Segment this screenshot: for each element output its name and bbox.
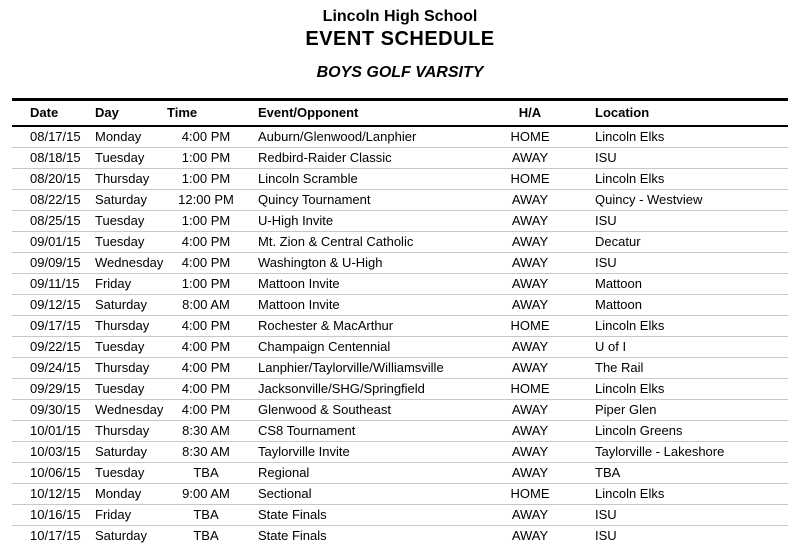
time-cell: 8:30 AM	[182, 444, 230, 459]
day-cell: Thursday	[95, 318, 150, 333]
home-away-cell: AWAY	[511, 360, 549, 375]
event-cell: Auburn/Glenwood/Lanphier	[258, 129, 417, 144]
location-cell: Mattoon	[595, 297, 642, 312]
location-cell: ISU	[595, 150, 617, 165]
event-cell: Mt. Zion & Central Catholic	[258, 234, 414, 249]
time-cell: 4:00 PM	[181, 255, 231, 270]
date-cell: 10/17/15	[30, 528, 81, 543]
time-cell: 4:00 PM	[181, 129, 231, 144]
time-cell: 4:00 PM	[181, 234, 231, 249]
location-cell: ISU	[595, 528, 617, 543]
time-cell: 12:00 PM	[178, 192, 234, 207]
time-cell: 4:00 PM	[181, 402, 231, 417]
table-row	[12, 232, 788, 253]
date-cell: 10/03/15	[30, 444, 81, 459]
day-cell: Saturday	[95, 444, 148, 459]
date-cell: 10/12/15	[30, 486, 81, 501]
home-away-cell: HOME	[510, 129, 550, 144]
home-away-cell: AWAY	[511, 255, 549, 270]
table-row	[12, 400, 788, 421]
page-title: EVENT SCHEDULE	[305, 28, 495, 50]
location-cell: ISU	[595, 507, 617, 522]
table-row	[12, 169, 788, 190]
date-cell: 09/17/15	[30, 318, 81, 333]
home-away-cell: AWAY	[511, 444, 549, 459]
event-cell: Regional	[258, 465, 310, 480]
day-cell: Wednesday	[95, 402, 164, 417]
date-cell: 08/25/15	[30, 213, 81, 228]
home-away-cell: AWAY	[511, 276, 549, 291]
day-cell: Wednesday	[95, 255, 164, 270]
day-cell: Saturday	[95, 297, 148, 312]
table-row	[12, 484, 788, 505]
table-row	[12, 526, 788, 546]
time-cell: TBA	[193, 507, 219, 522]
date-cell: 10/06/15	[30, 465, 81, 480]
table-row	[12, 358, 788, 379]
home-away-cell: AWAY	[511, 507, 549, 522]
time-cell: 4:00 PM	[181, 339, 231, 354]
column-header-location: Location	[595, 105, 650, 120]
table-row	[12, 126, 788, 148]
home-away-cell: HOME	[510, 486, 550, 501]
home-away-cell: AWAY	[511, 339, 549, 354]
table-row	[12, 421, 788, 442]
location-cell: The Rail	[595, 360, 644, 375]
date-cell: 10/16/15	[30, 507, 81, 522]
event-cell: Mattoon Invite	[258, 297, 340, 312]
table-header	[12, 100, 788, 127]
event-cell: Jacksonville/SHG/Springfield	[258, 381, 425, 396]
event-cell: State Finals	[258, 507, 327, 522]
time-cell: TBA	[193, 465, 219, 480]
event-cell: Taylorville Invite	[258, 444, 350, 459]
event-cell: Washington & U-High	[258, 255, 383, 270]
page-header	[0, 0, 800, 83]
home-away-cell: AWAY	[511, 213, 549, 228]
date-cell: 08/18/15	[30, 150, 81, 165]
location-cell: Lincoln Elks	[595, 171, 665, 186]
day-cell: Saturday	[95, 192, 148, 207]
date-cell: 09/12/15	[30, 297, 81, 312]
column-header-event-opponent: Event/Opponent	[258, 105, 359, 120]
event-cell: U-High Invite	[258, 213, 334, 228]
location-cell: Lincoln Elks	[595, 381, 665, 396]
time-cell: 1:00 PM	[181, 171, 231, 186]
home-away-cell: AWAY	[511, 465, 549, 480]
team-subtitle: BOYS GOLF VARSITY	[316, 64, 484, 81]
time-cell: 9:00 AM	[182, 486, 230, 501]
event-cell: State Finals	[258, 528, 327, 543]
event-cell: Mattoon Invite	[258, 276, 340, 291]
location-cell: Decatur	[595, 234, 641, 249]
date-cell: 09/11/15	[30, 276, 80, 291]
table-row	[12, 253, 788, 274]
home-away-cell: AWAY	[511, 402, 549, 417]
location-cell: Taylorville - Lakeshore	[595, 444, 725, 459]
table-row	[12, 337, 788, 358]
location-cell: Quincy - Westview	[595, 192, 703, 207]
time-cell: 8:30 AM	[182, 423, 230, 438]
date-cell: 09/29/15	[30, 381, 81, 396]
time-cell: 1:00 PM	[181, 150, 231, 165]
schedule-table	[12, 98, 788, 546]
time-cell: TBA	[193, 528, 219, 543]
date-cell: 09/22/15	[30, 339, 81, 354]
date-cell: 09/09/15	[30, 255, 81, 270]
date-cell: 08/20/15	[30, 171, 81, 186]
day-cell: Tuesday	[95, 150, 145, 165]
table-row	[12, 379, 788, 400]
event-cell: Lanphier/Taylorville/Williamsville	[258, 360, 444, 375]
event-cell: Rochester & MacArthur	[258, 318, 394, 333]
time-cell: 1:00 PM	[181, 276, 231, 291]
event-cell: Redbird-Raider Classic	[258, 150, 392, 165]
time-cell: 4:00 PM	[181, 381, 231, 396]
location-cell: ISU	[595, 213, 617, 228]
date-cell: 08/17/15	[30, 129, 81, 144]
home-away-cell: HOME	[510, 381, 550, 396]
schedule-body	[12, 126, 788, 546]
home-away-cell: AWAY	[511, 297, 549, 312]
table-row	[12, 148, 788, 169]
table-row	[12, 274, 788, 295]
day-cell: Monday	[95, 129, 142, 144]
home-away-cell: AWAY	[511, 423, 549, 438]
location-cell: Mattoon	[595, 276, 642, 291]
day-cell: Tuesday	[95, 234, 145, 249]
day-cell: Friday	[95, 507, 132, 522]
table-row	[12, 211, 788, 232]
location-cell: Piper Glen	[595, 402, 657, 417]
event-cell: Lincoln Scramble	[258, 171, 358, 186]
location-cell: TBA	[595, 465, 621, 480]
table-row	[12, 442, 788, 463]
table-row	[12, 295, 788, 316]
date-cell: 08/22/15	[30, 192, 81, 207]
date-cell: 10/01/15	[30, 423, 81, 438]
home-away-cell: HOME	[510, 171, 550, 186]
table-row	[12, 190, 788, 211]
event-cell: Sectional	[258, 486, 312, 501]
location-cell: Lincoln Elks	[595, 318, 665, 333]
day-cell: Tuesday	[95, 339, 145, 354]
home-away-cell: AWAY	[511, 192, 549, 207]
home-away-cell: AWAY	[511, 234, 549, 249]
column-header-home-away: H/A	[518, 105, 542, 120]
location-cell: Lincoln Greens	[595, 423, 683, 438]
day-cell: Tuesday	[95, 213, 145, 228]
location-cell: U of I	[595, 339, 627, 354]
home-away-cell: AWAY	[511, 528, 549, 543]
time-cell: 8:00 AM	[182, 297, 230, 312]
table-row	[12, 505, 788, 526]
time-cell: 4:00 PM	[181, 318, 231, 333]
day-cell: Thursday	[95, 423, 150, 438]
date-cell: 09/30/15	[30, 402, 81, 417]
day-cell: Tuesday	[95, 381, 145, 396]
table-header-row	[12, 100, 788, 127]
date-cell: 09/01/15	[30, 234, 81, 249]
day-cell: Tuesday	[95, 465, 145, 480]
time-cell: 1:00 PM	[181, 213, 231, 228]
day-cell: Friday	[95, 276, 132, 291]
location-cell: ISU	[595, 255, 617, 270]
column-header-day: Day	[95, 105, 119, 120]
day-cell: Thursday	[95, 360, 150, 375]
day-cell: Saturday	[95, 528, 148, 543]
event-cell: Quincy Tournament	[258, 192, 371, 207]
event-cell: Champaign Centennial	[258, 339, 391, 354]
location-cell: Lincoln Elks	[595, 129, 665, 144]
day-cell: Thursday	[95, 171, 150, 186]
location-cell: Lincoln Elks	[595, 486, 665, 501]
day-cell: Monday	[95, 486, 142, 501]
home-away-cell: AWAY	[511, 150, 549, 165]
event-cell: CS8 Tournament	[258, 423, 356, 438]
column-header-time: Time	[167, 105, 198, 120]
table-row	[12, 316, 788, 337]
date-cell: 09/24/15	[30, 360, 81, 375]
school-name: Lincoln High School	[322, 8, 478, 25]
home-away-cell: HOME	[510, 318, 550, 333]
event-cell: Glenwood & Southeast	[258, 402, 391, 417]
column-header-date: Date	[30, 105, 59, 120]
table-row	[12, 463, 788, 484]
time-cell: 4:00 PM	[181, 360, 231, 375]
